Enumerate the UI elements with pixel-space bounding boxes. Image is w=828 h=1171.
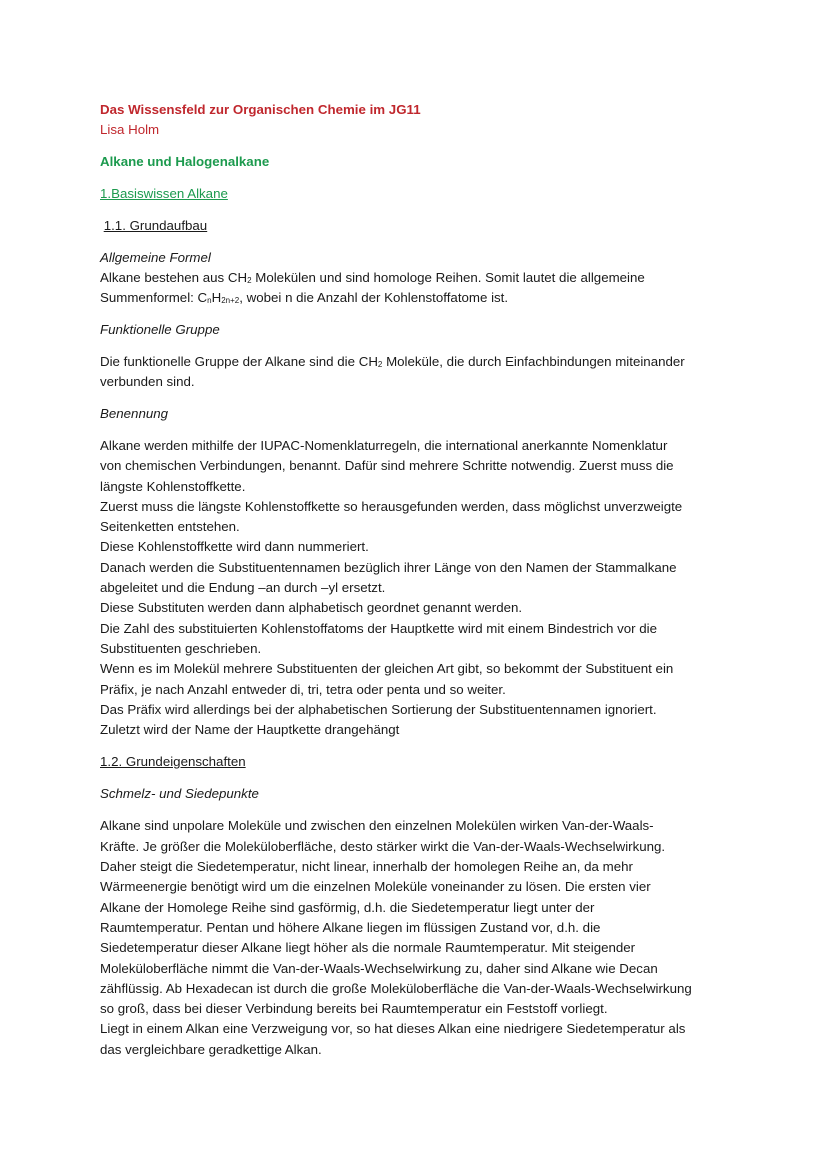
paragraph-line: Alkane werden mithilfe der IUPAC-Nomenklaturregeln, die international anerkannte Nomenklatur xyxy=(100,438,668,453)
paragraph-line: abgeleitet und die Endung –an durch –yl ersetzt. xyxy=(100,580,386,596)
paragraph-line: so groß, dass bei dieser Verbindung bereits bei Raumtemperatur ein Feststoff vorliegt. xyxy=(100,1001,608,1017)
paragraph-line: zähflüssig. Ab Hexadecan ist durch die große Moleküloberfläche die Van-der-Waals-Wechselwirkung xyxy=(100,980,692,996)
paragraph-line: Wenn es im Molekül mehrere Substituenten der gleichen Art gibt, so bekommt der Substituent ein xyxy=(100,661,674,677)
paragraph-line: Kräfte. Je größer die Moleküloberfläche, desto stärker wirkt die Van-der-Waals-Wechselwirkung. xyxy=(100,838,666,854)
paragraph-line: Präfix, je nach Anzahl entweder di, tri, tetra oder penta und so weiter. xyxy=(100,681,506,697)
topic-heading: Alkane und Halogenalkane xyxy=(100,154,270,169)
subsection-heading-grundaufbau: 1.1. Grundaufbau xyxy=(103,218,208,233)
paragraph-line: Diese Kohlenstoffkette wird dann nummeriert. xyxy=(100,539,369,555)
label-schmelz-siedepunkte: Schmelz- und Siedepunkte xyxy=(100,786,259,802)
benennung-paragraph xyxy=(100,436,730,740)
label-funktionelle-gruppe: Funktionelle Gruppe xyxy=(100,322,220,337)
author-name: Lisa Holm xyxy=(100,122,160,137)
paragraph-line: Raumtemperatur. Pentan und höhere Alkane liegen im flüssigen Zustand vor, d.h. die xyxy=(100,919,601,935)
gruppe-line-2: verbunden sind. xyxy=(100,374,195,389)
gruppe-line-1: Die funktionelle Gruppe der Alkane sind die $CH_2$ Moleküle, die durch Einfachbindungen miteinander xyxy=(100,354,685,369)
paragraph-line: Zuerst muss die längste Kohlenstoffkette so herausgefunden werden, dass möglichst unverzweigte xyxy=(100,498,683,514)
label-allgemeine-formel: Allgemeine Formel xyxy=(100,250,211,265)
paragraph-line: das vergleichbare geradkettige Alkan. xyxy=(100,1041,322,1057)
subsection-heading-grundeigenschaften: 1.2. Grundeigenschaften xyxy=(100,754,246,770)
schmelz-paragraph xyxy=(100,816,730,1060)
section-link-basiswissen[interactable]: 1.Basiswissen Alkane xyxy=(100,186,228,201)
paragraph-line: Die Zahl des substituierten Kohlenstoffatoms der Hauptkette wird mit einem Bindestrich vor die xyxy=(100,620,658,636)
document-page xyxy=(100,100,730,1060)
paragraph-line: Alkane der Homolege Reihe sind gasförmig, d.h. die Siedetemperatur liegt unter der xyxy=(100,899,595,915)
paragraph-line: Alkane sind unpolare Moleküle und zwischen den einzelnen Molekülen wirken Van-der-Waals- xyxy=(100,818,654,834)
paragraph-line: Seitenketten entstehen. xyxy=(100,519,240,535)
paragraph-line: Danach werden die Substituentennamen bezüglich ihrer Länge von den Namen der Stammalkane xyxy=(100,559,677,575)
paragraph-line: Diese Substituten werden dann alphabetisch geordnet genannt werden. xyxy=(100,600,523,616)
formula-line-1: Alkane bestehen aus $CH_2$ Molekülen und sind homologe Reihen. Somit lautet die allgemeine xyxy=(100,270,645,285)
paragraph-line: von chemischen Verbindungen, benannt. Dafür sind mehrere Schritte notwendig. Zuerst muss die xyxy=(100,458,674,474)
paragraph-line: Wärmeenergie benötigt wird um die einzelnen Moleküle voneinander zu lösen. Die ersten vier xyxy=(100,879,651,895)
formula-line-2: Summenformel: $C_nH_{2n+2}$, wobei n die Anzahl der Kohlenstoffatome ist. xyxy=(100,290,509,305)
section-heading xyxy=(100,184,730,204)
paragraph-line: Siedetemperatur dieser Alkane liegt höher als die normale Raumtemperatur. Mit steigender xyxy=(100,940,636,956)
paragraph-line: Liegt in einem Alkan eine Verzweigung vor, so hat dieses Alkan eine niedrigere Siedetemperatur als xyxy=(100,1021,686,1037)
paragraph-line: Daher steigt die Siedetemperatur, nicht linear, innerhalb der homolegen Reihe an, da mehr xyxy=(100,859,633,875)
label-benennung: Benennung xyxy=(100,406,169,421)
paragraph-line: längste Kohlenstoffkette. xyxy=(100,478,246,494)
paragraph-line: Moleküloberfläche nimmt die Van-der-Waals-Wechselwirkung zu, daher sind Alkane wie Decan xyxy=(100,960,658,976)
paragraph-line: Substituenten geschrieben. xyxy=(100,640,262,656)
document-title: Das Wissensfeld zur Organischen Chemie im JG11 xyxy=(100,102,421,117)
paragraph-line: Zuletzt wird der Name der Hauptkette drangehängt xyxy=(100,722,400,738)
paragraph-line: Das Präfix wird allerdings bei der alphabetischen Sortierung der Substituentennamen ignoriert. xyxy=(100,701,657,717)
